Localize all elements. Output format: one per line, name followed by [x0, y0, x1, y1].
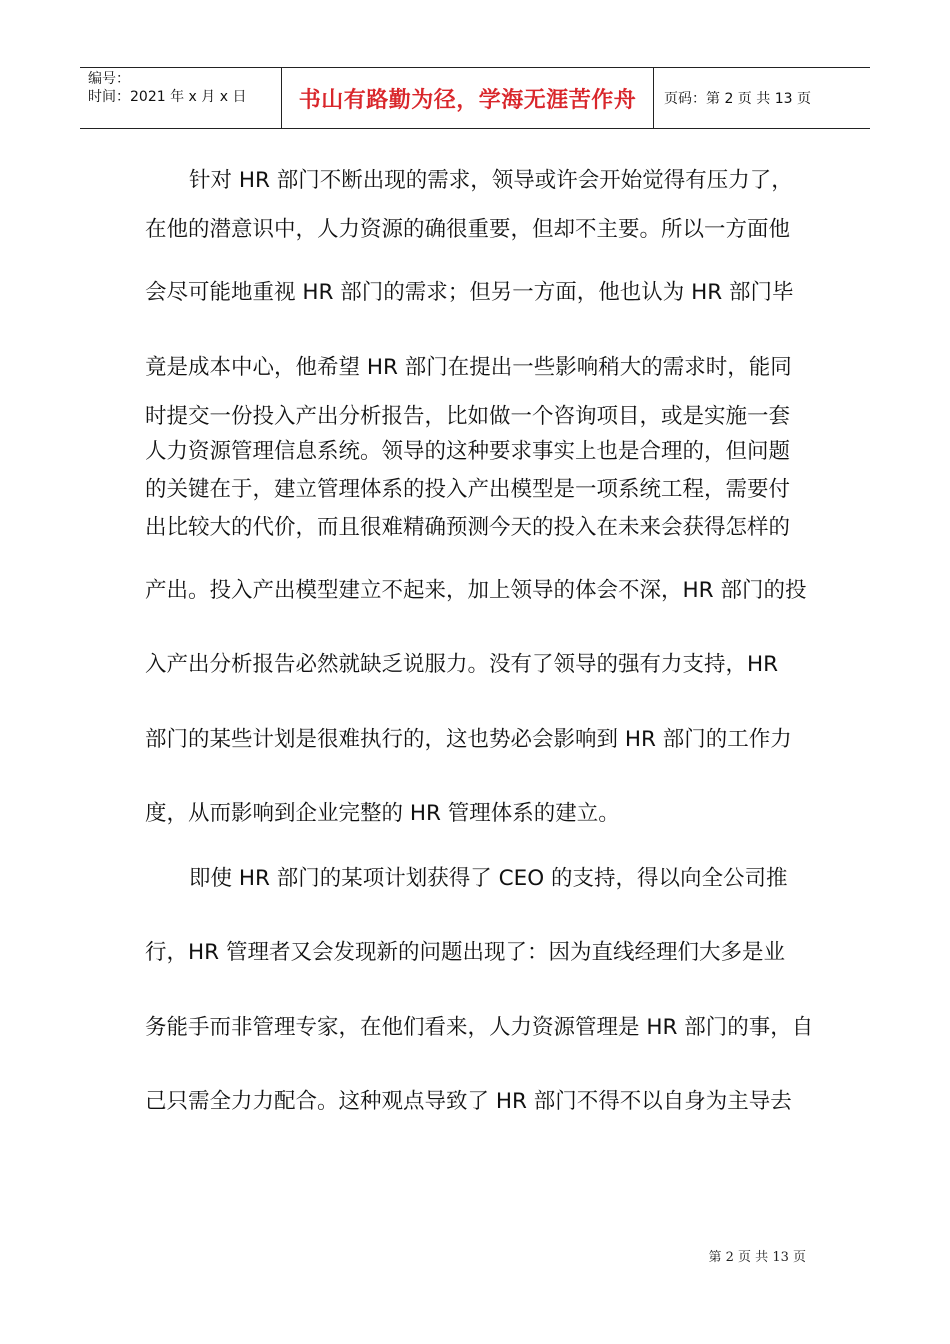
body-line: 针对 HR 部门不断出现的需求，领导或许会开始觉得有压力了，	[189, 168, 793, 193]
page-footer: 第 2 页 共 13 页	[708, 1250, 806, 1265]
body-line: 即使 HR 部门的某项计划获得了 CEO 的支持，得以向全公司推	[189, 866, 788, 891]
body-line: 度，从而影响到企业完整的 HR 管理体系的建立。	[145, 801, 620, 826]
body-line: 出比较大的代价，而且很难精确预测今天的投入在未来会获得怎样的	[145, 515, 791, 540]
body-line: 的关键在于，建立管理体系的投入产出模型是一项系统工程，需要付	[145, 477, 791, 502]
body-line: 会尽可能地重视 HR 部门的需求；但另一方面，他也认为 HR 部门毕	[145, 280, 794, 305]
body-line: 时提交一份投入产出分析报告，比如做一个咨询项目，或是实施一套	[145, 404, 791, 429]
header-page-cell	[654, 68, 870, 128]
document-date-label: 时间：2021 年 x 月 x 日	[88, 89, 247, 105]
header-page-number: 页码：第 2 页 共 13 页	[664, 91, 811, 107]
body-line: 竟是成本中心，他希望 HR 部门在提出一些影响稍大的需求时，能同	[145, 355, 792, 380]
body-line: 人力资源管理信息系统。领导的这种要求事实上也是合理的，但问题	[145, 439, 791, 464]
header-meta-cell	[80, 68, 282, 128]
page-header	[80, 67, 870, 129]
document-number-label: 编号：	[88, 71, 130, 87]
body-line: 行，HR 管理者又会发现新的问题出现了：因为直线经理们大多是业	[145, 940, 785, 965]
header-motto: 书山有路勤为径，学海无涯苦作舟	[298, 87, 637, 113]
body-line: 入产出分析报告必然就缺乏说服力。没有了领导的强有力支持，HR	[145, 652, 779, 677]
body-line: 己只需全力力配合。这种观点导致了 HR 部门不得不以自身为主导去	[145, 1089, 792, 1114]
body-line: 部门的某些计划是很难执行的，这也势必会影响到 HR 部门的工作力	[145, 727, 792, 752]
body-line: 在他的潜意识中，人力资源的确很重要，但却不主要。所以一方面他	[145, 217, 791, 242]
body-line: 产出。投入产出模型建立不起来，加上领导的体会不深，HR 部门的投	[145, 578, 807, 603]
header-motto-cell	[282, 68, 654, 128]
body-line: 务能手而非管理专家，在他们看来，人力资源管理是 HR 部门的事，自	[145, 1015, 814, 1040]
